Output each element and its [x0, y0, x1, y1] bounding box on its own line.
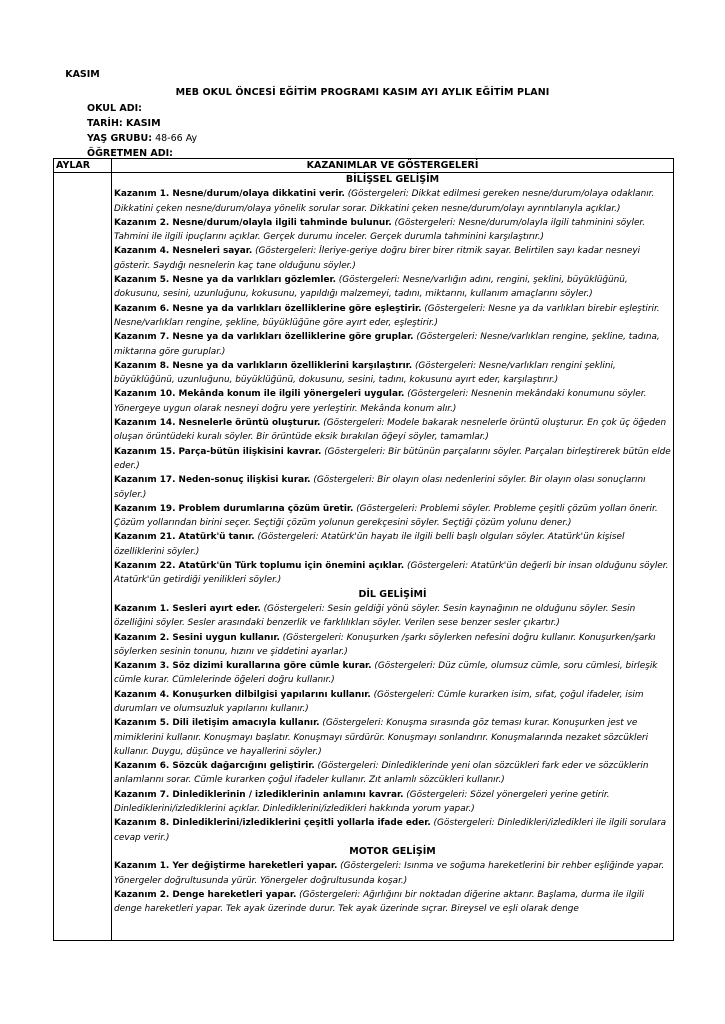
content-cell [112, 173, 674, 941]
section-title: DİL GELİŞİMİ [358, 588, 427, 600]
content-header: KAZANIMLAR VE GÖSTERGELERİ [112, 159, 674, 173]
outcome-item [114, 688, 671, 717]
outcome-heading: Kazanım 5. Nesne ya da varlıkları gözlemler. [114, 275, 336, 286]
info-teacher: ÖĞRETMEN ADI: [87, 148, 173, 159]
outcome-heading: Kazanım 22. Atatürk'ün Türk toplumu için önemini açıklar. [114, 561, 405, 572]
outcome-item [114, 187, 671, 216]
info-school: OKUL ADI: [87, 103, 142, 114]
outcome-indicators: (Göstergeleri: İleriye-geriye doğru birer birer ritmik sayar. Belirtilen sayı kadar nesneyi gösterir. Saydığı nesnelerin kaç tane olduğunu söyler.) [114, 246, 641, 271]
info-date: TARİH: KASIM [87, 118, 161, 129]
outcome-indicators: (Göstergeleri: Dinlediklerinde yeni olan sözcükleri fark eder ve sözcüklerin anlamlarını sorar. Cümle kurarken çoğul ifadeler kullanır. Zıt anlamlı sözcükleri kullanır.) [114, 761, 649, 786]
outcome-indicators: (Göstergeleri: Nesne/varlıkları rengine, şekline, tadına, miktarına göre guruplar.) [114, 332, 660, 357]
outcome-item [114, 888, 671, 917]
outcome-indicators: (Göstergeleri: Atatürk'ün hayatı ile ilgili belli başlı olguları söyler. Atatürk'ün kişisel özelliklerini söyler.) [114, 532, 625, 557]
outcome-indicators: (Göstergeleri: Nesnenin mekândaki konumunu söyler. Yönergeye uygun olarak nesneyi doğru yere yerleştirir. Mekânda konum alır.) [114, 389, 647, 414]
outcome-item [114, 445, 671, 474]
outcome-heading: Kazanım 2. Nesne/durum/olayla ilgili tahminde bulunur. [114, 217, 392, 228]
outcome-heading: Kazanım 4. Konuşurken dilbilgisi yapılarını kullanır. [114, 689, 371, 700]
outcome-heading: Kazanım 2. Sesini uygun kullanır. [114, 632, 280, 643]
outcome-item [114, 330, 671, 359]
outcome-heading: Kazanım 1. Yer değiştirme hareketleri yapar. [114, 861, 338, 872]
table-row [54, 173, 674, 941]
outcome-indicators: (Göstergeleri: Isınma ve soğuma hareketlerini bir rehber eşliğinde yapar. Yönergeler doğrultusunda yürür. Yönergeler doğrultusunda koşar.) [114, 861, 665, 886]
outcome-item [114, 216, 671, 245]
outcome-heading: Kazanım 6. Nesne ya da varlıkları özelliklerine göre eşleştirir. [114, 303, 422, 314]
outcome-indicators: (Göstergeleri: Nesne/varlığın adını, rengini, şeklini, büyüklüğünü, dokusunu, sesini, uzunluğunu, kokusunu, yapıldığı malzemeyi, tadını, miktarını, kullanım amaçlarını söyler.) [114, 275, 628, 300]
outcome-indicators: (Göstergeleri: Nesne/durum/olayla ilgili tahminini söyler. Tahmini ile ilgili ipuçlarını açıklar. Gerçek durumu inceler. Gerçek durumla tahminini karşılaştırır.) [114, 217, 646, 243]
outcome-indicators: (Göstergeleri: Konuşurken /şarkı söylerken nefesini doğru kullanır. Konuşurken/şarkı söylerken sesinin tonunu, hızını ve şiddetini ayarlar.) [114, 632, 656, 657]
outcome-item [114, 759, 671, 788]
outcome-indicators: (Göstergeleri: Problemi söyler. Probleme çeşitli çözüm yolları önerir. Çözüm yollarından birini seçer. Seçtiği çözüm yolunun gerekçesini söyler. Seçtiği çözüm yolunu dener.) [114, 503, 658, 529]
outcome-indicators: (Göstergeleri: Dinledikleri/izledikleri ile ilgili sorulara cevap verir.) [114, 818, 667, 843]
outcome-item [114, 816, 671, 845]
outcome-item [114, 559, 671, 588]
outcome-indicators: (Göstergeleri: Cümle kurarken isim, sıfat, çoğul ifadeler, isim durumları ve olumsuzluk yapılarını kullanır.) [114, 689, 644, 714]
outcome-heading: Kazanım 6. Sözcük dağarcığını geliştirir. [114, 761, 315, 772]
outcome-heading: Kazanım 17. Neden-sonuç ilişkisi kurar. [114, 475, 311, 486]
outcome-heading: Kazanım 15. Parça-bütün ilişkisini kavrar. [114, 446, 322, 457]
outcome-heading: Kazanım 2. Denge hareketleri yapar. [114, 889, 297, 900]
month-label: KASIM [65, 69, 100, 80]
months-header: AYLAR [54, 159, 112, 173]
section-title: BİLİŞSEL GELİŞİM [345, 174, 440, 185]
outcome-indicators: (Göstergeleri: Nesne/varlıkları rengini şeklini, büyüklüğünü, uzunluğunu, büyüklüğünü, dokusunu, sesini, tadını, kokusunu ayırt eder, karşılaştırır.) [114, 360, 616, 386]
outcome-heading: Kazanım 1. Nesne/durum/olaya dikkatini verir. [114, 189, 345, 200]
outcome-item [114, 659, 671, 688]
outcome-item [114, 602, 671, 631]
outcome-heading: Kazanım 1. Sesleri ayırt eder. [114, 603, 261, 614]
outcome-item [114, 359, 671, 388]
table-header-row [54, 159, 674, 173]
outcome-item [114, 387, 671, 416]
outcome-indicators: (Göstergeleri: Atatürk'ün değerli bir insan olduğunu söyler. Atatürk'ün getirdiği yenilikleri söyler.) [114, 561, 669, 586]
outcome-item [114, 416, 671, 445]
document-title: MEB OKUL ÖNCESİ EĞİTİM PROGRAMI KASIM AYI AYLIK EĞİTİM PLANI [175, 87, 550, 98]
outcome-indicators: (Göstergeleri: Dikkat edilmesi gereken nesne/durum/olaya odaklanır. Dikkatini çeken nesne/durum/olaya yönelik sorular sorar. Dikkatini çeken nesne/durum/olayı ayrıntılarıyla açıklar.) [114, 189, 655, 214]
outcome-heading: Kazanım 19. Problem durumlarına çözüm üretir. [114, 503, 354, 514]
outcome-item [114, 530, 671, 559]
outcome-indicators: (Göstergeleri: Sesin geldiği yönü söyler. Sesin kaynağının ne olduğunu söyler. Sesin özelliğini söyler. Sesler arasındaki benzerlik ve farklılıkları söyler. Verilen sese benzer sesler çıkartır.) [114, 603, 636, 629]
outcome-item [114, 244, 671, 273]
outcome-heading: Kazanım 14. Nesnelerle örüntü oluşturur. [114, 418, 321, 429]
outcome-item [114, 473, 671, 502]
outcome-item [114, 788, 671, 817]
outcome-indicators: (Göstergeleri: Düz cümle, olumsuz cümle, soru cümlesi, birleşik cümle kurar. Cümlelerinde öğeleri doğru kullanır.) [114, 661, 658, 686]
outcome-heading: Kazanım 21. Atatürk'ü tanır. [114, 532, 255, 543]
info-age-group: YAŞ GRUBU: 48-66 Ay [87, 133, 198, 144]
outcome-item [114, 859, 671, 888]
outcome-indicators: (Göstergeleri: Konuşma sırasında göz teması kurar. Konuşurken jest ve mimiklerini kullanır. Konuşmayı başlatır. Konuşmayı sürdürür. Konuşmayı sonlandırır. Konuşmalarında nezaket sözcükleri kullanır. Duygu, düşünce ve hayallerini söyler.) [114, 718, 649, 757]
outcome-indicators: (Göstergeleri: Bir bütünün parçalarını söyler. Parçaları birleştirerek bütün elde eder.) [114, 446, 671, 471]
outcome-indicators: (Göstergeleri: Nesne ya da varlıkları birebir eşleştirir. Nesne/varlıkları rengine, şekline, büyüklüğüne göre ayırt eder, eşleştirir.) [114, 303, 660, 328]
outcome-item [114, 716, 671, 759]
outcome-heading: Kazanım 3. Söz dizimi kurallarına göre cümle kurar. [114, 661, 372, 672]
outcome-item [114, 302, 671, 331]
outcome-heading: Kazanım 5. Dili iletişim amacıyla kullanır. [114, 718, 320, 729]
info-block [87, 101, 197, 161]
outcome-indicators: (Göstergeleri: Sözel yönergeleri yerine getirir. Dinlediklerini/izlediklerini açıklar. Dinlediklerini/izledikleri hakkında yorum yapar.) [114, 789, 610, 815]
outcome-heading: Kazanım 4. Nesneleri sayar. [114, 246, 253, 257]
outcome-item [114, 631, 671, 660]
outcome-item [114, 502, 671, 531]
outcome-item [114, 273, 671, 302]
outcome-heading: Kazanım 8. Nesne ya da varlıkların özelliklerini karşılaştırır. [114, 360, 413, 371]
outcome-heading: Kazanım 7. Dinlediklerinin / izlediklerinin anlamını kavrar. [114, 789, 404, 800]
outcome-heading: Kazanım 7. Nesne ya da varlıkları özelliklerine göre gruplar. [114, 332, 414, 343]
outcome-indicators: (Göstergeleri: Bir olayın olası nedenlerini söyler. Bir olayın olası sonuçlarını söyler.) [114, 475, 646, 500]
outcome-indicators: (Göstergeleri: Ağırlığını bir noktadan diğerine aktarır. Başlama, durma ile ilgili denge hareketleri yapar. Tek ayak üzerinde durur. Tek ayak üzerinde sıçrar. Bireysel ve eşli olarak denge [114, 889, 645, 915]
section-title: MOTOR GELİŞİM [349, 845, 436, 857]
outcome-heading: Kazanım 10. Mekânda konum ile ilgili yönergeleri uygular. [114, 389, 405, 400]
outcome-indicators: (Göstergeleri: Modele bakarak nesnelerle örüntü oluşturur. En çok üç öğeden oluşan örüntüdeki kuralı söyler. Bir örüntüde eksik bırakılan öğeyi söyler, tamamlar.) [114, 418, 667, 443]
outcome-heading: Kazanım 8. Dinlediklerini/izlediklerini çeşitli yollarla ifade eder. [114, 818, 431, 829]
